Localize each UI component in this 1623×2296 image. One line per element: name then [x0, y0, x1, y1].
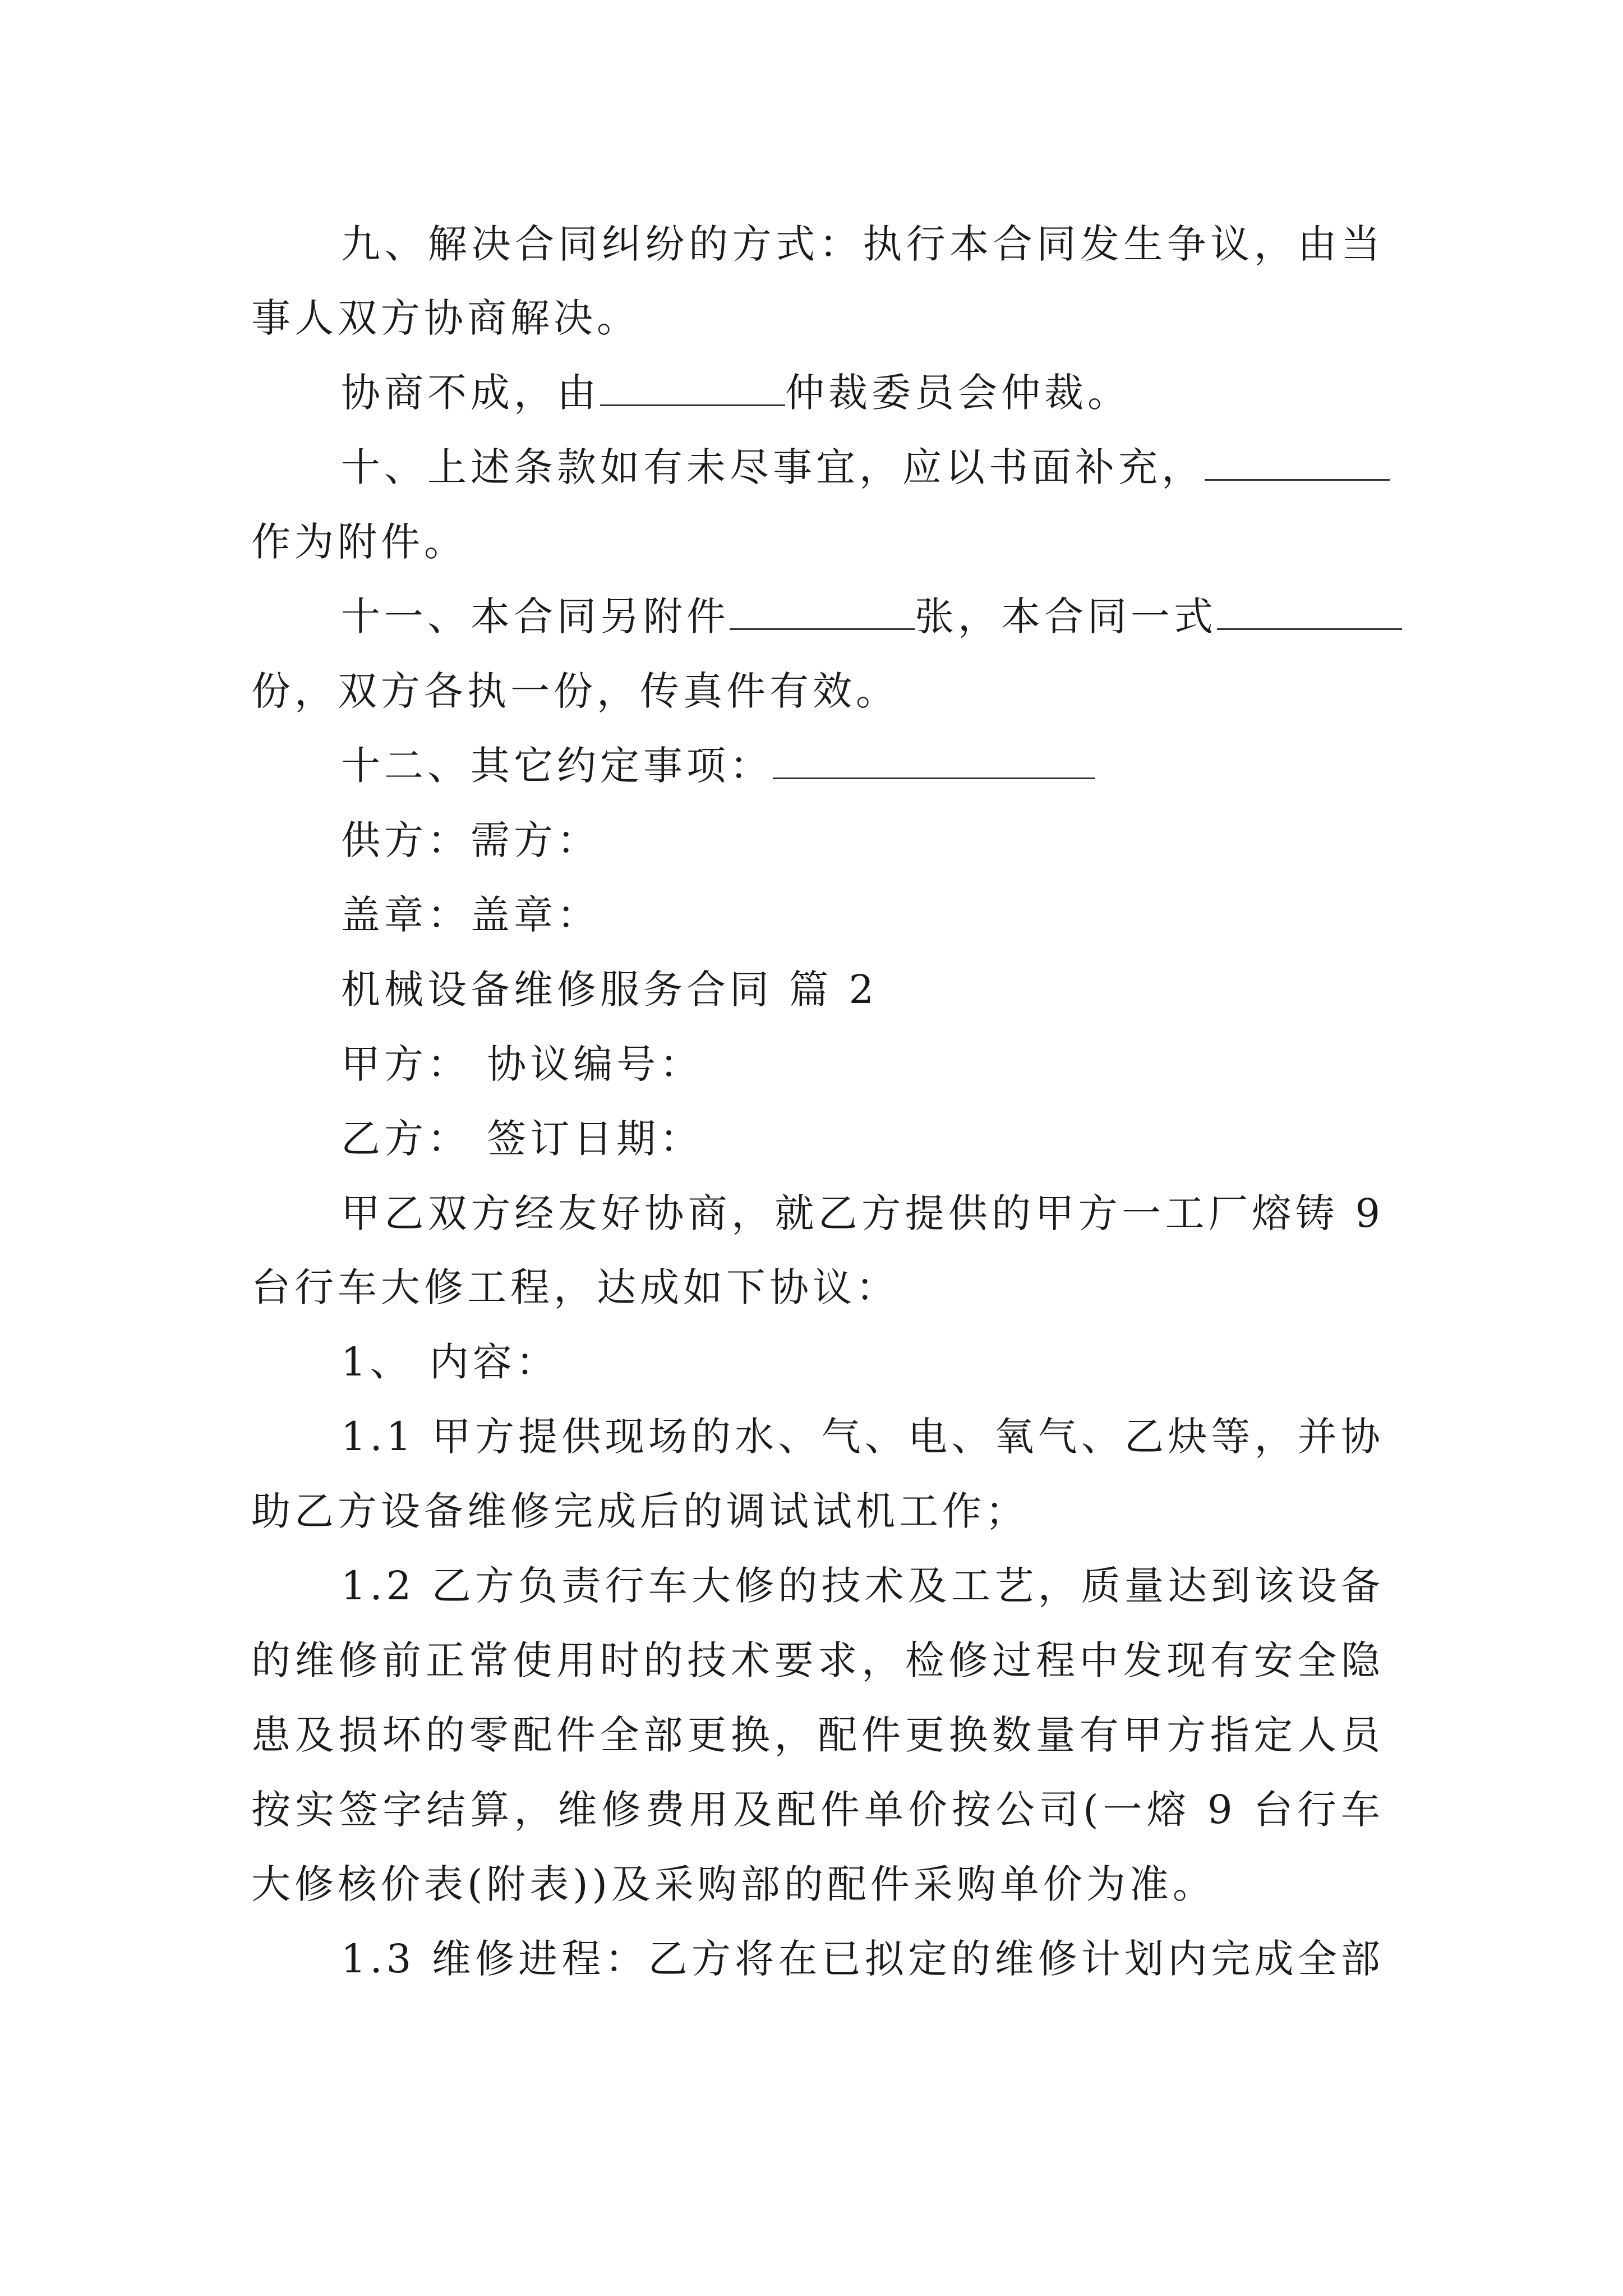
preamble-line-1: 甲乙双方经友好协商，就乙方提供的甲方一工厂熔铸 9	[341, 1190, 1384, 1236]
clause-9-line-1: 九、解决合同纠纷的方式：执行本合同发生争议，由当	[341, 221, 1384, 267]
item-1-1-line-2: 助乙方设备维修完成后的调试试机工作；	[251, 1488, 1029, 1534]
clause-12-line	[341, 740, 1384, 791]
item-1-2-line-2: 的维修前正常使用时的技术要求，检修过程中发现有安全隐	[251, 1637, 1384, 1683]
clause-9-line-2: 事人双方协商解决。	[251, 295, 640, 341]
party-b-line: 乙方： 签订日期：	[341, 1116, 703, 1162]
clause-11-line-2: 份，双方各执一份，传真件有效。	[251, 668, 899, 714]
item-1-2-line-5: 大修核价表(附表))及采购部的配件采购单价为准。	[251, 1861, 1216, 1907]
clause-10-line-2: 作为附件。	[251, 519, 467, 565]
arbitration-blank	[600, 370, 785, 406]
copies-count-blank	[1217, 593, 1402, 630]
arbitration-line	[341, 367, 1384, 418]
section-title: 机械设备维修服务合同 篇 2	[341, 967, 878, 1013]
party-a-line: 甲方： 协议编号：	[341, 1041, 703, 1087]
other-matters-blank	[773, 743, 1095, 779]
item-1-1-line-1: 1.1 甲方提供现场的水、气、电、氧气、乙炔等，并协	[341, 1414, 1384, 1460]
attachment-count-blank	[730, 593, 915, 630]
clause-10-text: 十、上述条款如有未尽事宜，应以书面补充，	[341, 444, 1205, 490]
clause-11-text-a: 十一、本合同另附件	[341, 593, 730, 639]
clause-11-line-1	[341, 591, 1384, 642]
seal-line: 盖章：盖章：	[341, 892, 600, 938]
item-1-2-line-3: 患及损坏的零配件全部更换，配件更换数量有甲方指定人员	[251, 1712, 1384, 1758]
clause-12-text: 十二、其它约定事项：	[341, 743, 773, 789]
item-1-2-line-1: 1.2 乙方负责行车大修的技术及工艺，质量达到该设备	[341, 1563, 1384, 1609]
item-1-2-line-4: 按实签字结算，维修费用及配件单价按公司(一熔 9 台行车	[251, 1787, 1384, 1833]
preamble-line-2: 台行车大修工程，达成如下协议：	[251, 1264, 899, 1310]
item-1-3-line-1: 1.3 维修进程：乙方将在已拟定的维修计划内完成全部	[341, 1936, 1384, 1982]
clause-10-blank	[1205, 444, 1390, 481]
arbitration-text-after: 仲裁委员会仲裁。	[785, 370, 1131, 416]
parties-line: 供方：需方：	[341, 817, 600, 863]
arbitration-text-before: 协商不成，由	[341, 370, 600, 416]
content-heading: 1、 内容：	[341, 1339, 559, 1385]
clause-11-text-b: 张，本合同一式	[915, 593, 1217, 639]
clause-10-line-1	[341, 442, 1384, 493]
